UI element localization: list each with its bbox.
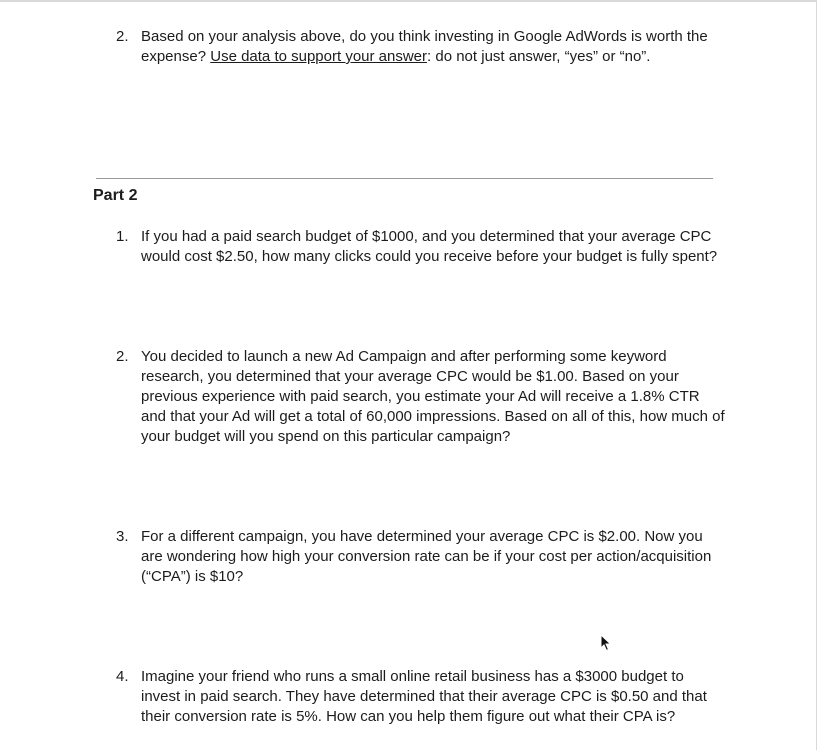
question-text: For a different campaign, you have determined your average CPC is $2.00. Now you are wondering how high your conversion rate can be if your cost per action/acquisition (“CPA”) is $10?	[141, 528, 712, 585]
part1-question-2	[116, 27, 726, 67]
part2-question-4	[116, 667, 726, 727]
section-divider	[96, 178, 713, 179]
question-text	[141, 27, 726, 67]
question-text-end: : do not just answer, “yes” or “no”.	[427, 48, 651, 65]
question-number: 1.	[116, 228, 129, 245]
part2-question-3	[116, 527, 726, 587]
question-text-start: Based on your analysis above, do you think investing in Google AdWords is worth the expense?	[141, 28, 708, 65]
part2-question-1	[116, 227, 726, 267]
mouse-pointer-icon	[600, 634, 612, 652]
question-number: 3.	[116, 528, 129, 545]
question-number: 4.	[116, 668, 129, 685]
question-text: If you had a paid search budget of $1000, and you determined that your average CPC would cost $2.50, how many clicks could you receive before your budget is fully spent?	[141, 228, 718, 265]
part-2-heading: Part 2	[93, 187, 138, 204]
question-text: Imagine your friend who runs a small online retail business has a $3000 budget to invest in paid search. They have determined that their average CPC is $0.50 and that their conversion rate is 5%. How can you help them figure out what their CPA is?	[141, 668, 707, 725]
underlined-instruction: Use data to support your answer	[210, 48, 428, 65]
question-number: 2.	[116, 348, 129, 365]
part2-question-2	[116, 347, 726, 447]
question-text: You decided to launch a new Ad Campaign and after performing some keyword research, you determined that your average CPC would be $1.00. Based on your previous experience with paid search, you estimate your Ad will receive a 1.8% CTR and that your Ad will get a total of 60,000 impressions. Based on all of this, how much of your budget will you spend on this particular campaign?	[141, 348, 725, 445]
question-number: 2.	[116, 28, 129, 45]
